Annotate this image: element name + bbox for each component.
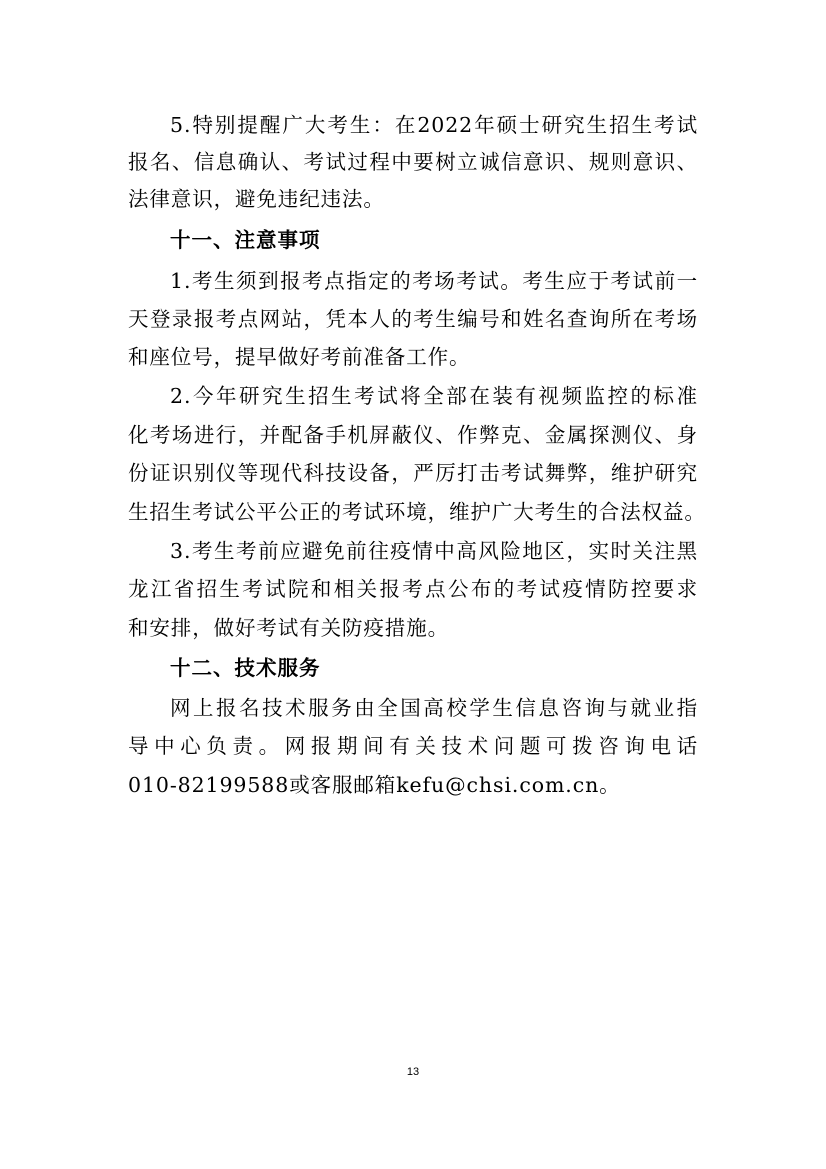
item-2-line-1: 2.今年研究生招生考试将全部在装有视频监控的标准 [170, 384, 698, 408]
tech-service-line-2: 导中心负责。网报期间有关技术问题可拨咨询电话 [128, 734, 698, 758]
item-1-line-3: 和座位号，提早做好考前准备工作。 [128, 345, 471, 369]
section-heading-12: 十二、技术服务 [170, 656, 321, 680]
section-heading-11: 十一、注意事项 [170, 228, 321, 252]
paragraph-5-line-2: 报名、信息确认、考试过程中要树立诚信意识、规则意识、 [128, 150, 698, 174]
item-3-line-3: 和安排，做好考试有关防疫措施。 [128, 616, 449, 640]
item-2-line-4: 生招生考试公平公正的考试环境，维护广大考生的合法权益。 [128, 500, 706, 524]
item-2-line-3: 份证识别仪等现代科技设备，严厉打击考试舞弊，维护研究 [128, 461, 698, 485]
item-3-line-2: 龙江省招生考试院和相关报考点公布的考试疫情防控要求 [128, 577, 698, 601]
item-1-line-1: 1.考生须到报考点指定的考场考试。考生应于考试前一 [170, 269, 698, 293]
tech-service-line-1: 网上报名技术服务由全国高校学生信息咨询与就业指 [170, 696, 698, 720]
item-2-line-2: 化考场进行，并配备手机屏蔽仪、作弊克、金属探测仪、身 [128, 423, 698, 447]
paragraph-5-line-3: 法律意识，避免违纪违法。 [128, 187, 385, 211]
page-number: 13 [406, 1066, 420, 1078]
tech-service-line-3: 010-82199588或客服邮箱kefu@chsi.com.cn。 [128, 773, 621, 797]
paragraph-5-line-1: 5.特别提醒广大考生：在2022年硕士研究生招生考试 [170, 113, 698, 137]
item-3-line-1: 3.考生考前应避免前往疫情中高风险地区，实时关注黑 [170, 539, 698, 563]
item-1-line-2: 天登录报考点网站，凭本人的考生编号和姓名查询所在考场 [128, 307, 698, 331]
